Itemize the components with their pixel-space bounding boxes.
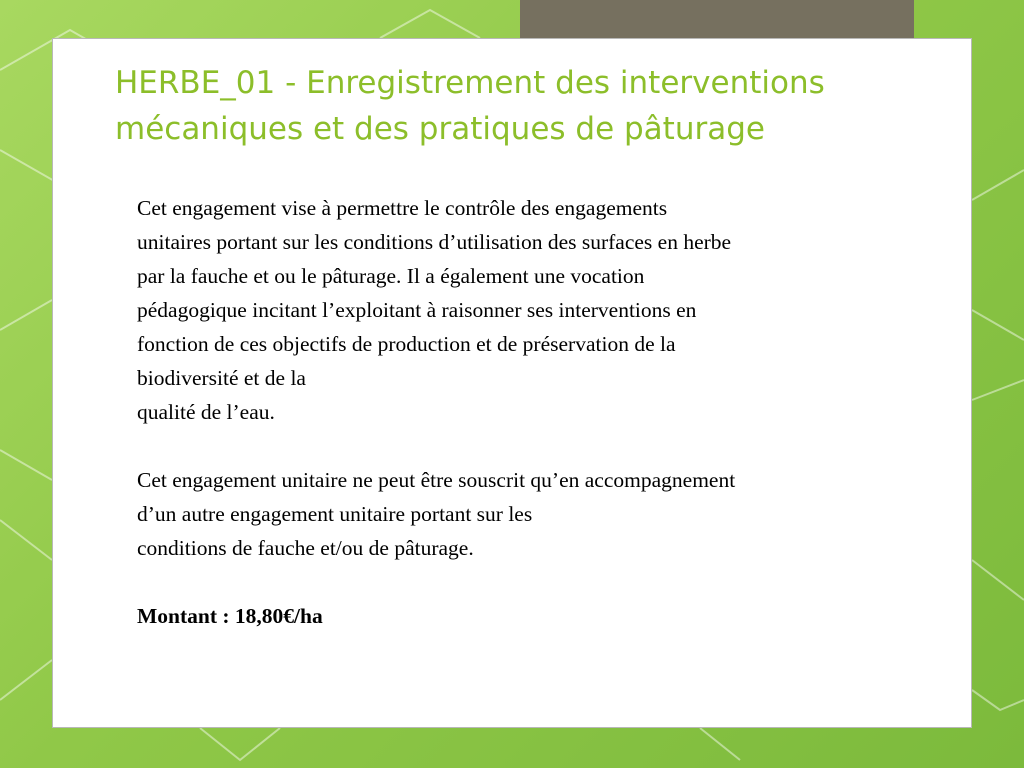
body-paragraph-condition: Cet engagement unitaire ne peut être souscrit qu’en accompagnement d’un autre engagement unitaire portant sur les conditions de fauche et/ou de pâturage.: [137, 468, 736, 560]
body-paragraph-purpose: Cet engagement vise à permettre le contrôle des engagements unitaires portant sur les conditions d’utilisation des surfaces en herbe par la fauche et ou le pâturage. Il a également une vocation pédagogique incitant l’exploitant à raisonner ses interventions en fonction de ces objectifs de production et de préservation de la biodiversité et de la qualité de l’eau.: [137, 196, 732, 424]
slide-body: [137, 191, 937, 633]
slide-title: HERBE_01 - Enregistrement des interventions mécaniques et des pratiques de pâturage: [115, 65, 825, 147]
top-accent-bar: [520, 0, 914, 38]
slide-content-card: [52, 38, 972, 728]
amount-text: Montant : 18,80€/ha: [137, 604, 323, 628]
